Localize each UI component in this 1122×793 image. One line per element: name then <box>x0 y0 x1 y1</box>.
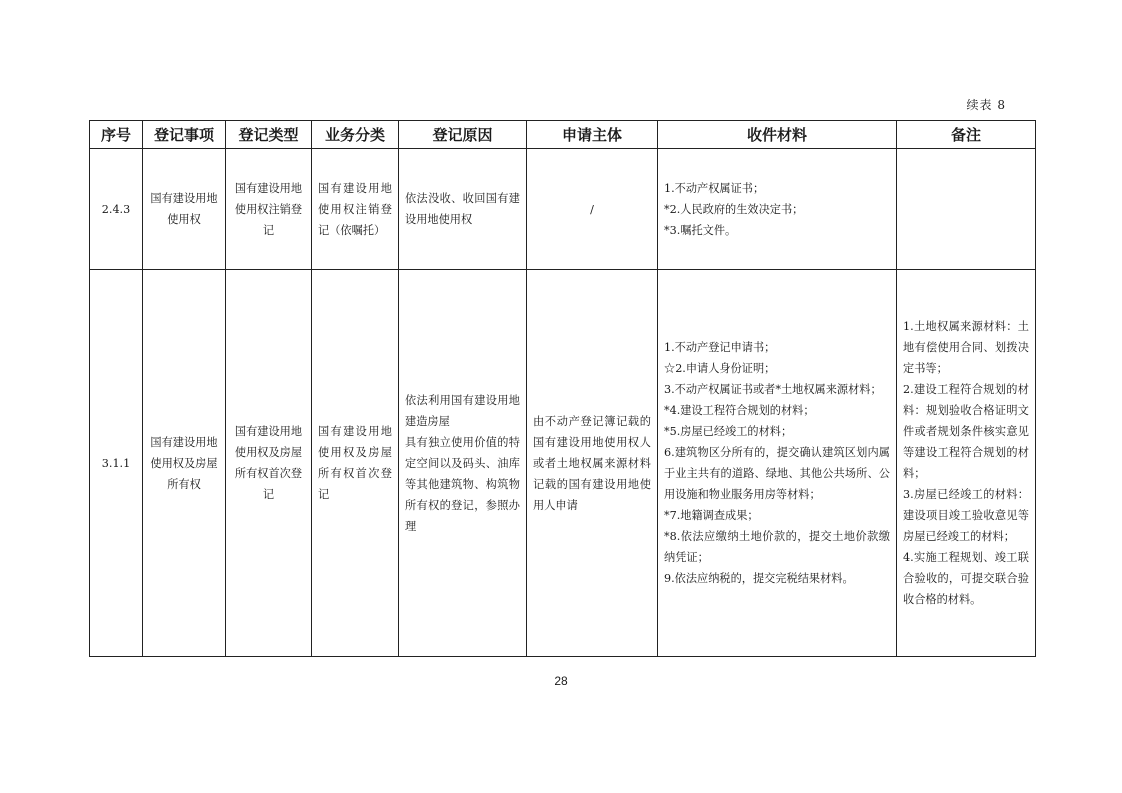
cell-materials <box>658 270 897 657</box>
cell-seq: 2.4.3 <box>90 149 143 270</box>
material-item: *8.依法应缴纳土地价款的，提交土地价款缴纳凭证； <box>664 530 890 564</box>
header-type: 登记类型 <box>226 121 312 149</box>
header-materials: 收件材料 <box>658 121 897 149</box>
material-item: *2.人民政府的生效决定书； <box>664 202 804 216</box>
reason-lead: 依法利用国有建设用地建造房屋 <box>405 393 520 428</box>
cell-materials <box>658 149 897 270</box>
remark-item: 3.房屋已经竣工的材料：建设项目竣工验收意见等房屋已经竣工的材料； <box>903 488 1029 543</box>
cell-item: 国有建设用地使用权及房屋所有权 <box>143 270 226 657</box>
material-item: 3.不动产权属证书或者*土地权属来源材料； <box>664 383 882 396</box>
continued-table-label: 续表 8 <box>966 98 1006 112</box>
page-number: 28 <box>554 674 568 688</box>
cell-category: 国有建设用地使用权及房屋所有权首次登记 <box>312 270 399 657</box>
cell-applicant: / <box>527 149 658 270</box>
cell-category: 国有建设用地使用权注销登记（依嘱托） <box>312 149 399 270</box>
header-category: 业务分类 <box>312 121 399 149</box>
registration-table <box>89 120 1036 657</box>
cell-type: 国有建设用地使用权及房屋所有权首次登记 <box>226 270 312 657</box>
table-row <box>90 149 1036 270</box>
remark-item: 4.实施工程规划、竣工联合验收的，可提交联合验收合格的材料。 <box>903 551 1029 606</box>
cell-seq: 3.1.1 <box>90 270 143 657</box>
material-item: 1.不动产权属证书； <box>664 181 765 195</box>
header-applicant: 申请主体 <box>527 121 658 149</box>
header-reason: 登记原因 <box>399 121 527 149</box>
material-item: 1.不动产登记申请书； <box>664 341 776 354</box>
reason-body: 具有独立使用价值的特定空间以及码头、油库等其他建筑物、构筑物所有权的登记，参照办理 <box>405 435 520 533</box>
material-item: ☆2.申请人身份证明； <box>664 362 776 375</box>
cell-type: 国有建设用地使用权注销登记 <box>226 149 312 270</box>
material-item: *4.建设工程符合规划的材料； <box>664 404 815 417</box>
material-item: 6.建筑物区分所有的，提交确认建筑区划内属于业主共有的道路、绿地、其他公共场所、公用设施和物业服务用房等材料； <box>664 446 890 501</box>
header-remarks: 备注 <box>897 121 1036 149</box>
cell-reason <box>399 270 527 657</box>
header-item: 登记事项 <box>143 121 226 149</box>
table-row <box>90 270 1036 657</box>
header-seq: 序号 <box>90 121 143 149</box>
remark-item: 2.建设工程符合规划的材料：规划验收合格证明文件或者规划条件核实意见等建设工程符合规划的材料； <box>903 383 1029 480</box>
cell-applicant: 由不动产登记簿记载的国有建设用地使用权人或者土地权属来源材料记载的国有建设用地使用人申请 <box>527 270 658 657</box>
cell-item: 国有建设用地使用权 <box>143 149 226 270</box>
material-item: *7.地籍调查成果； <box>664 509 759 522</box>
cell-remarks <box>897 149 1036 270</box>
cell-reason: 依法没收、收回国有建设用地使用权 <box>399 149 527 270</box>
cell-remarks <box>897 270 1036 657</box>
table-header-row <box>90 121 1036 149</box>
material-item: *3.嘱托文件。 <box>664 223 737 237</box>
remark-item: 1.土地权属来源材料：土地有偿使用合同、划拨决定书等； <box>903 320 1029 375</box>
material-item: 9.依法应纳税的，提交完税结果材料。 <box>664 572 854 585</box>
material-item: *5.房屋已经竣工的材料； <box>664 425 793 438</box>
